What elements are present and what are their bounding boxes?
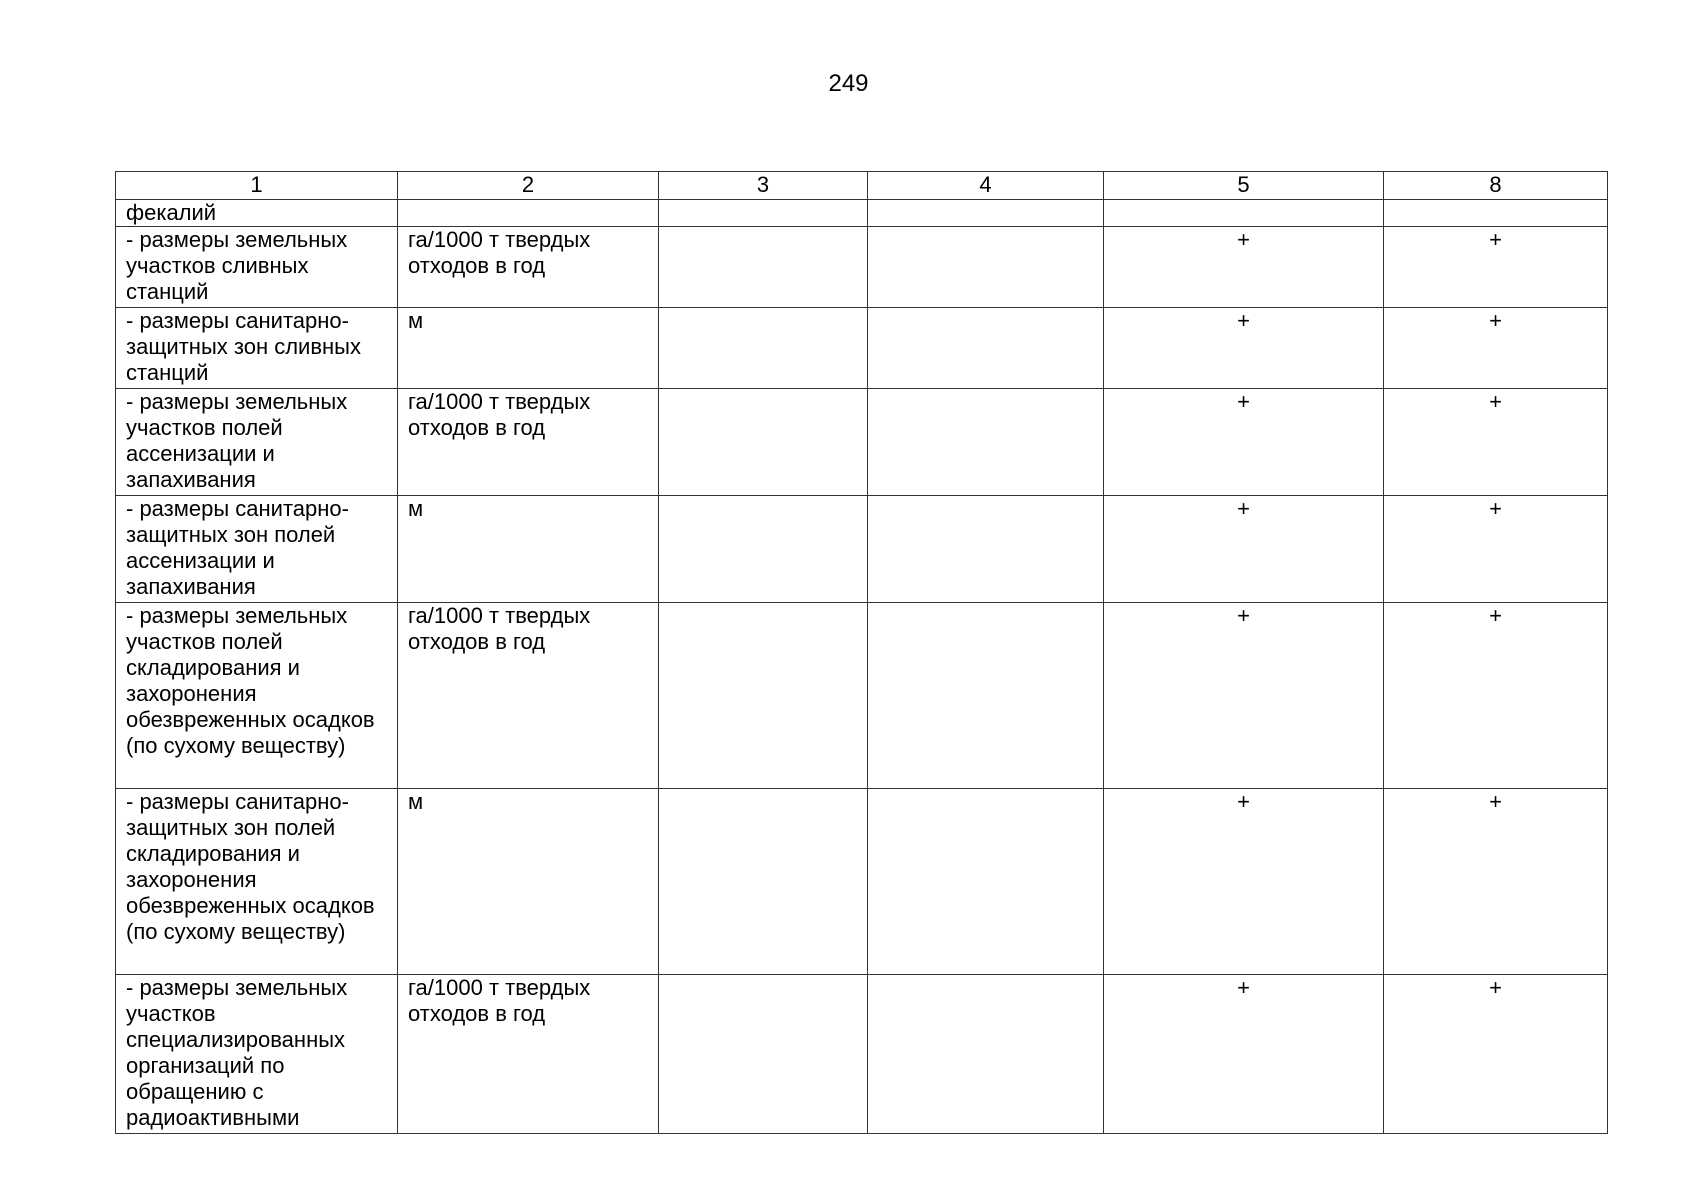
value-cell: + xyxy=(1104,496,1384,603)
value-cell: + xyxy=(1104,975,1384,1134)
value-cell: + xyxy=(1384,227,1608,308)
unit-cell xyxy=(398,200,659,227)
data-table xyxy=(115,171,1608,1134)
value-cell xyxy=(659,603,868,789)
indicator-cell: - размеры санитарно-защитных зон полей ассенизации и запахивания xyxy=(116,496,398,603)
table-row xyxy=(116,789,1608,975)
unit-cell: га/1000 т твердых отходов в год xyxy=(398,603,659,789)
value-cell: + xyxy=(1104,308,1384,389)
column-header: 4 xyxy=(868,172,1104,200)
value-cell: + xyxy=(1104,789,1384,975)
value-cell xyxy=(868,389,1104,496)
indicator-cell: - размеры санитарно-защитных зон сливных станций xyxy=(116,308,398,389)
table-row xyxy=(116,975,1608,1134)
value-cell xyxy=(659,389,868,496)
value-cell: + xyxy=(1384,308,1608,389)
unit-cell: га/1000 т твердых отходов в год xyxy=(398,975,659,1134)
table-row xyxy=(116,496,1608,603)
table-row xyxy=(116,308,1608,389)
value-cell xyxy=(659,789,868,975)
unit-cell: м xyxy=(398,308,659,389)
indicator-cell: - размеры санитарно-защитных зон полей складирования и захоронения обезвреженных осадков (по сухому веществу) xyxy=(116,789,398,975)
value-cell xyxy=(868,975,1104,1134)
indicator-cell: - размеры земельных участков специализированных организаций по обращению с радиоактивными xyxy=(116,975,398,1134)
indicator-cell: - размеры земельных участков полей ассенизации и запахивания xyxy=(116,389,398,496)
table-row xyxy=(116,227,1608,308)
value-cell xyxy=(659,496,868,603)
value-cell xyxy=(1384,200,1608,227)
value-cell: + xyxy=(1104,227,1384,308)
value-cell xyxy=(868,496,1104,603)
value-cell: + xyxy=(1384,496,1608,603)
value-cell xyxy=(868,603,1104,789)
value-cell: + xyxy=(1384,389,1608,496)
column-header: 2 xyxy=(398,172,659,200)
unit-cell: га/1000 т твердых отходов в год xyxy=(398,227,659,308)
value-cell: + xyxy=(1384,789,1608,975)
table-row xyxy=(116,200,1608,227)
value-cell: + xyxy=(1104,603,1384,789)
column-header: 5 xyxy=(1104,172,1384,200)
value-cell xyxy=(1104,200,1384,227)
value-cell: + xyxy=(1104,389,1384,496)
value-cell xyxy=(868,308,1104,389)
value-cell: + xyxy=(1384,603,1608,789)
value-cell xyxy=(868,227,1104,308)
table-row xyxy=(116,389,1608,496)
value-cell xyxy=(659,308,868,389)
indicator-cell: фекалий xyxy=(116,200,398,227)
indicator-cell: - размеры земельных участков полей складирования и захоронения обезвреженных осадков (по сухому веществу) xyxy=(116,603,398,789)
table-header-row xyxy=(116,172,1608,200)
unit-cell: м xyxy=(398,789,659,975)
column-header: 1 xyxy=(116,172,398,200)
value-cell xyxy=(868,200,1104,227)
column-header: 8 xyxy=(1384,172,1608,200)
value-cell xyxy=(659,200,868,227)
column-header: 3 xyxy=(659,172,868,200)
value-cell: + xyxy=(1384,975,1608,1134)
value-cell xyxy=(868,789,1104,975)
value-cell xyxy=(659,975,868,1134)
value-cell xyxy=(659,227,868,308)
page-number: 249 xyxy=(828,70,869,97)
indicator-cell: - размеры земельных участков сливных станций xyxy=(116,227,398,308)
table-row xyxy=(116,603,1608,789)
unit-cell: га/1000 т твердых отходов в год xyxy=(398,389,659,496)
unit-cell: м xyxy=(398,496,659,603)
